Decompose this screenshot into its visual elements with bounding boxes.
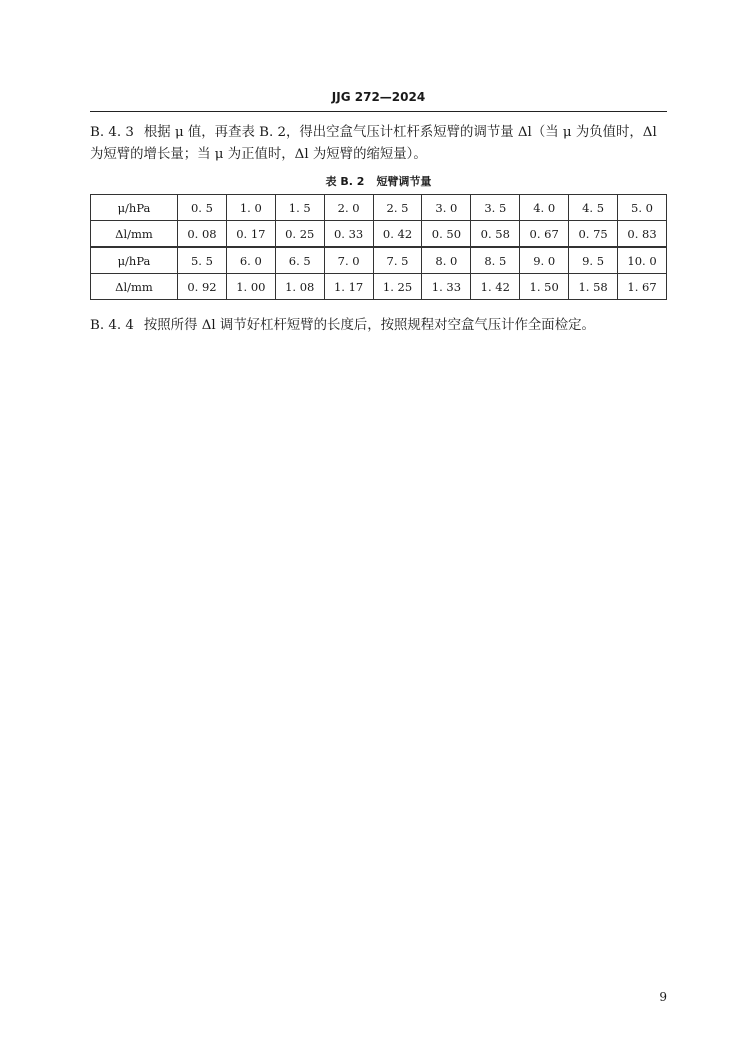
table-cell: 0. 33 xyxy=(324,221,373,248)
table-cell: 6. 0 xyxy=(226,247,275,274)
table-cell: 0. 58 xyxy=(471,221,520,248)
table-cell: 1. 5 xyxy=(275,195,324,221)
table-row xyxy=(91,274,667,300)
table-cell: 9. 5 xyxy=(569,247,618,274)
table-row xyxy=(91,247,667,274)
header-rule xyxy=(90,111,667,112)
table-cell: 0. 42 xyxy=(373,221,422,248)
table-cell: 8. 5 xyxy=(471,247,520,274)
table-cell: 0. 67 xyxy=(520,221,569,248)
table-row xyxy=(91,195,667,221)
table-cell: 2. 0 xyxy=(324,195,373,221)
table-cell: 3. 0 xyxy=(422,195,471,221)
table-cell: 0. 5 xyxy=(178,195,227,221)
table-cell: 1. 58 xyxy=(569,274,618,300)
table-caption xyxy=(90,173,667,189)
table-cell: 7. 0 xyxy=(324,247,373,274)
table-cell: 0. 25 xyxy=(275,221,324,248)
table-cell: 1. 42 xyxy=(471,274,520,300)
paragraph-b-4-4 xyxy=(90,315,667,337)
table-cell: 0. 17 xyxy=(226,221,275,248)
table-title: 短臂调节量 xyxy=(376,175,432,188)
table-cell: 1. 0 xyxy=(226,195,275,221)
table-cell: 5. 5 xyxy=(178,247,227,274)
section-number: B. 4. 4 xyxy=(90,318,134,333)
row-label: Δl/mm xyxy=(91,274,178,300)
table-cell: 8. 0 xyxy=(422,247,471,274)
table-cell: 0. 83 xyxy=(618,221,667,248)
document-header: JJG 272—2024 xyxy=(331,90,426,104)
table-cell: 4. 5 xyxy=(569,195,618,221)
table-cell: 0. 92 xyxy=(178,274,227,300)
table-cell: 0. 50 xyxy=(422,221,471,248)
table-cell: 1. 17 xyxy=(324,274,373,300)
section-text: 根据 μ 值，再查表 B. 2，得出空盒气压计杠杆系短臂的调节量 Δl（当 μ 为负值时，Δl 为短臂的增长量；当 μ 为正值时，Δl 为短臂的缩短量）。 xyxy=(90,125,657,162)
paragraph-b-4-3 xyxy=(90,122,667,166)
table-cell: 9. 0 xyxy=(520,247,569,274)
row-label: μ/hPa xyxy=(91,247,178,274)
table-cell: 4. 0 xyxy=(520,195,569,221)
table-cell: 6. 5 xyxy=(275,247,324,274)
adjustment-table xyxy=(90,194,667,300)
table-cell: 1. 25 xyxy=(373,274,422,300)
table-cell: 2. 5 xyxy=(373,195,422,221)
table-cell: 1. 33 xyxy=(422,274,471,300)
table-cell: 0. 08 xyxy=(178,221,227,248)
section-text: 按照所得 Δl 调节好杠杆短臂的长度后，按照规程对空盒气压计作全面检定。 xyxy=(143,318,595,333)
table-cell: 5. 0 xyxy=(618,195,667,221)
table-cell: 7. 5 xyxy=(373,247,422,274)
page-number: 9 xyxy=(659,990,667,1004)
row-label: Δl/mm xyxy=(91,221,178,248)
table-row xyxy=(91,221,667,248)
section-number: B. 4. 3 xyxy=(90,125,134,140)
table-cell: 1. 00 xyxy=(226,274,275,300)
table-cell: 1. 67 xyxy=(618,274,667,300)
row-label: μ/hPa xyxy=(91,195,178,221)
table-cell: 1. 08 xyxy=(275,274,324,300)
table-cell: 0. 75 xyxy=(569,221,618,248)
table-cell: 3. 5 xyxy=(471,195,520,221)
table-number: 表 B. 2 xyxy=(325,175,365,188)
table-cell: 1. 50 xyxy=(520,274,569,300)
table-cell: 10. 0 xyxy=(618,247,667,274)
